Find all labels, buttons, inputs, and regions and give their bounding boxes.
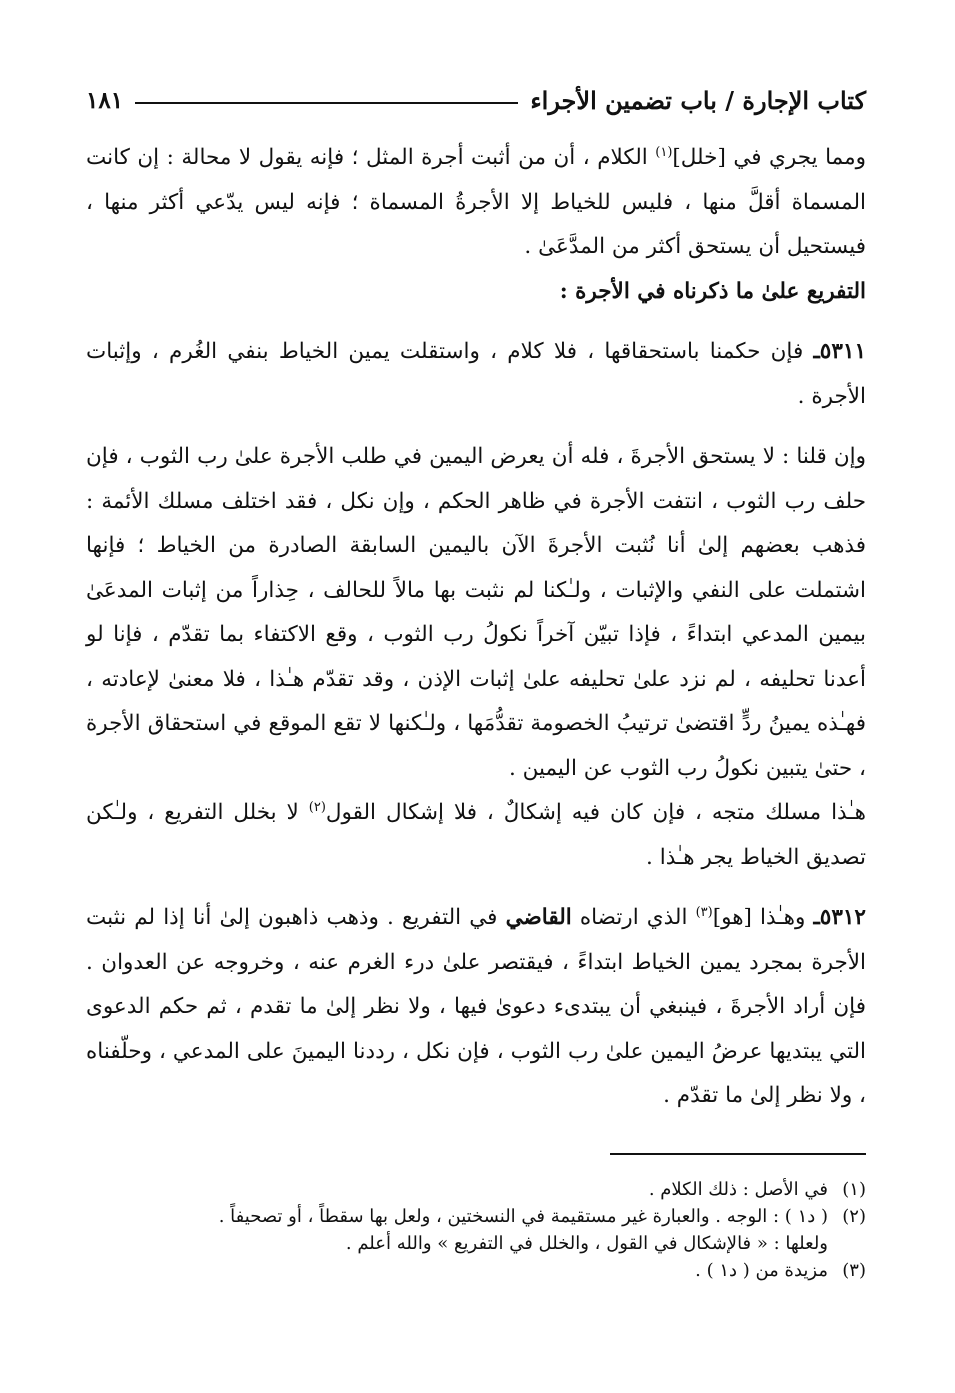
footnote-ref-1: (١) (655, 144, 673, 160)
footnote-2-continuation: ولعلها : « فالإشكال في القول ، والخلل في التفريع » والله أعلم . (345, 1233, 828, 1254)
issue-number-5312: ٥٣١٢ـ (813, 905, 866, 930)
paragraph-4 (86, 791, 866, 880)
paragraph-5312-text-b: الذي ارتضاه (571, 905, 696, 930)
footnote-text: مزيدة من ( د١ ) . (695, 1260, 828, 1281)
footnote-2 (86, 1203, 866, 1230)
footnote-3 (86, 1257, 866, 1284)
paragraph-1 (86, 136, 866, 270)
section-heading: التفريع علىٰ ما ذكرناه في الأجرة : (559, 278, 866, 304)
footnote-text: ( د١ ) : الوجه . والعبارة غير مستقيمة في النسختين ، ولعل بها سقطاً ، أو تصحيفاً . (218, 1206, 828, 1227)
header-rule (135, 102, 518, 104)
paragraph-3: وإن قلنا : لا يستحق الأجرةَ ، فله أن يعرض اليمين في طلب الأجرة علىٰ رب الثوب ، فإن حلف رب الثوب ، انتفت الأجرة في ظاهر الحكم ، وإن نكل ، فقد اختلف مسلك الأئمة : فذهب بعضهم إلىٰ أنا نُثبت الأجرةَ الآن باليمين السابقة الصادرة من الخياط ؛ فإنها اشتملت على النفي والإثبات ، ولـٰكنا لم نثبت بها مالاً للحالف ، حِذاراً من إثبات المدعَىٰ بيمين المدعي ابتداءً ، فإذا تبيّن آخراً نكولُ رب الثوب ، وقع الاكتفاء بما تقدّم ، فإنا لو أعدنا تحليفه ، لم نزد علىٰ تحليفه علىٰ إثبات الإذن ، وقد تقدّم هـٰذا ، فلا معنىٰ لإعادته ، فهـٰذه يمينُ ردٍّ اقتضىٰ ترتيبُ الخصومة تقدُّمَها ، ولـٰكنها لا تقع الموقع في استحقاق الأجرة ، حتىٰ يتبين نكولُ رب الثوب عن اليمين . (86, 444, 866, 781)
paragraph-5312 (86, 896, 866, 1119)
page-number: ١٨١ (86, 86, 124, 114)
paragraph-4-text-a: هـٰذا مسلك متجه ، فإن كان فيه إشكالٌ ، فلا إشكال القول (325, 800, 866, 825)
main-text (86, 136, 866, 1119)
running-header (86, 80, 866, 120)
footnote-ref-2: (٢) (308, 799, 326, 815)
footnote-1 (86, 1176, 866, 1203)
footnote-number: (١) (842, 1179, 866, 1200)
paragraph-5312-text-c: في التفريع . وذهب ذاهبون إلىٰ أنا إذا لم نثبت الأجرة بمجرد يمين الخياط ابتداءً ، فيقتصر علىٰ درء الغرم عنه ، وخروجه عن العدوان . فإن أراد الأجرةَ ، فينبغي أن يبتدىء دعوىٰ فيها ، ولا نظر إلىٰ ما تقدم ، ثم حكم الدعوى التي يبتديها عرضُ اليمين علىٰ رب الثوب ، فإن نكل ، رددنا اليمينَ على المدعي ، وحلّفناه ، ولا نظر إلىٰ ما تقدّم . (86, 905, 866, 1108)
issue-number-5311: ٥٣١١ـ (813, 339, 866, 364)
paragraph-5311 (86, 330, 866, 419)
qadi-name: القاضي (505, 905, 572, 930)
footnotes (86, 1176, 866, 1284)
footnote-ref-3: (٣) (695, 904, 713, 920)
footnote-separator (610, 1153, 866, 1155)
footnote-number: (٣) (842, 1260, 866, 1281)
footnote-text: في الأصل : ذلك الكلام . (648, 1179, 828, 1200)
paragraph-5311-text: فإن حكمنا باستحقاقها ، فلا كلام ، واستقلت يمين الخياط بنفي الغُرم ، وإثبات الأجرة . (86, 339, 866, 409)
footnote-number: (٢) (842, 1206, 866, 1227)
paragraph-1-text-a: ومما يجري في [خلل] (672, 145, 866, 170)
running-title: كتاب الإجارة / باب تضمين الأجراء (530, 85, 866, 115)
paragraph-4-text-b: لا بخلل التفريع ، ولـٰكن تصديق الخياط يجر هـٰذا . (86, 800, 866, 870)
paragraph-5312-text-a: وهـٰذا [هو] (712, 905, 814, 930)
paragraph-1-text-b: الكلام ، أن من أثبت أجرة المثل ؛ فإنه يقول لا محالة : إن كانت المسماة أقلَّ منها ، فليس للخياط إلا الأجرةُ المسماة ؛ فإنه ليس يدّعي أكثر منها ، فيستحيل أن يستحق أكثر من المدَّعَىٰ . (86, 145, 866, 259)
